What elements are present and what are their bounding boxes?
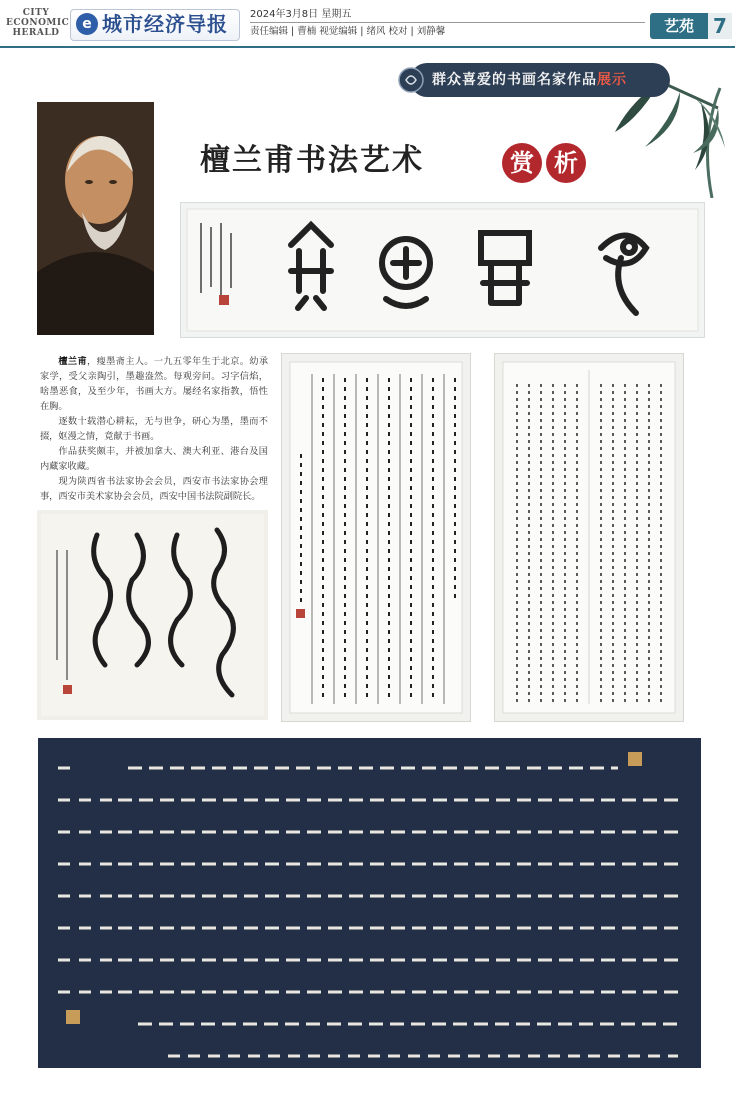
- bio-paragraph: 现为陕西省书法家协会会员，西安市书法家协会理事，西安市美术家协会会员，西安中国书法院副院长。: [40, 476, 268, 502]
- calligraphy-work-vertical-2: [494, 353, 684, 722]
- section-tag: 艺苑: [650, 13, 708, 39]
- banner-highlight: 展示: [597, 72, 627, 88]
- banner-ornament-icon: [398, 66, 424, 94]
- cursive-script-artwork-icon: [37, 510, 268, 720]
- calligraphy-work-vertical-1: [281, 353, 471, 722]
- title-seal-1: 赏: [502, 143, 542, 183]
- running-script-artwork-icon: [282, 354, 470, 721]
- banner-main: 群众喜爱的书画名家作品: [432, 72, 597, 88]
- bio-paragraph: 逐数十载潜心耕耘，无与世争，研心为墨，墨而不掇，妪漫之情，竟献于书画。: [40, 416, 268, 442]
- calligraphy-work-square: [37, 510, 268, 720]
- bio-paragraph: [40, 354, 268, 414]
- regular-script-artwork-icon: [495, 354, 683, 721]
- logo-e-icon: e: [76, 13, 98, 35]
- logo-english-text: CITY ECONOMIC HERALD: [6, 8, 70, 38]
- bio-paragraph: 作品获奖颇丰，并被加拿大、澳大利亚、港台及国内藏家收藏。: [40, 446, 268, 472]
- portrait-image-icon: [37, 102, 154, 335]
- page-number: 7: [708, 13, 732, 39]
- article-title: 檀兰甫书法艺术: [200, 143, 424, 178]
- issue-date: 2024年3月8日 星期五: [250, 9, 352, 20]
- artist-biography: [40, 354, 268, 504]
- seal-script-artwork-icon: [181, 203, 704, 337]
- artist-portrait: [37, 102, 154, 335]
- banner-text: [432, 70, 627, 90]
- bio-text: ，瘦墨斋主人。一九五零年生于北京。幼承家学，受父亲陶引，墨趣盎然。每观旁问。习字信焰，啥墨恶食，及至少年，书画大方。屡经名家指教，悟性在胸。: [40, 356, 269, 412]
- editor-credits: 责任编辑 | 曹楠 视觉编辑 | 绪风 校对 | 刘静馨: [250, 26, 446, 37]
- header-divider: [250, 22, 645, 23]
- bio-name: 檀兰甫: [58, 356, 88, 367]
- heart-sutra-calligraphy-panel: [38, 738, 701, 1068]
- clerical-script-artwork-icon: [38, 738, 701, 1068]
- newspaper-name: 城市经济导报: [102, 12, 228, 36]
- calligraphy-work-horizontal: [180, 202, 705, 338]
- title-seal-2: 析: [546, 143, 586, 183]
